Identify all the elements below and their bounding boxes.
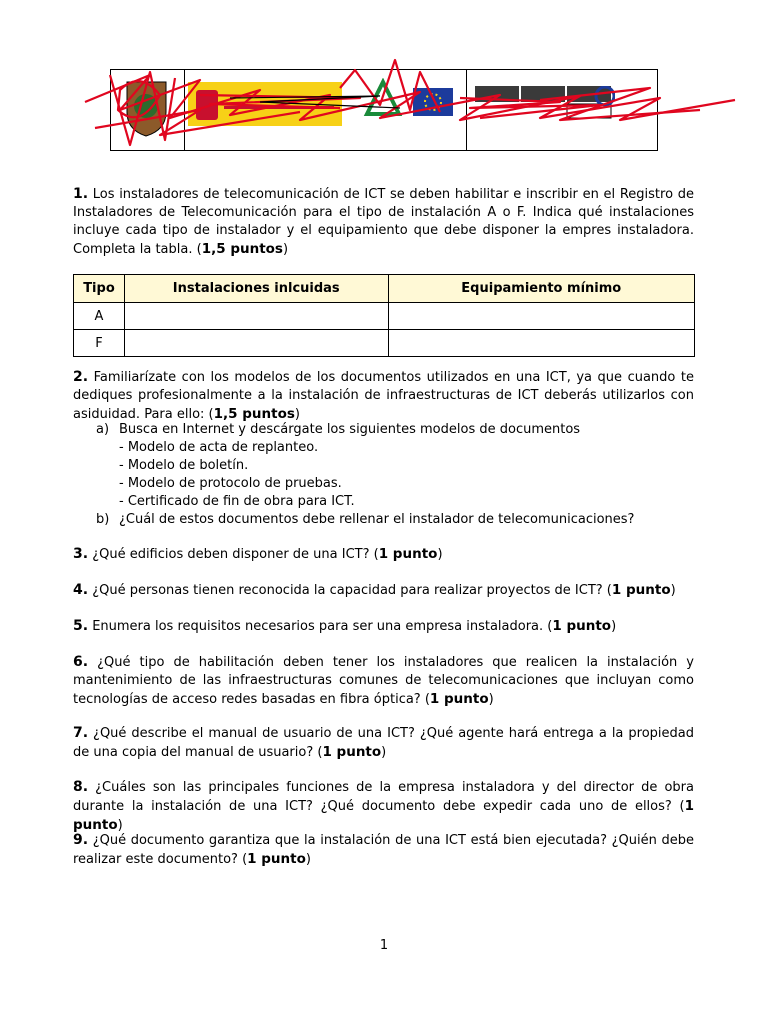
- list-marker: a): [96, 422, 110, 437]
- question-text: ¿Qué edificios deben disponer de una ICT? (: [88, 547, 379, 562]
- list-item: [96, 421, 696, 439]
- question-8: 8. ¿Cuáles son las principales funciones de la empresa instaladora y del director de obra durante la instalación de una ICT? ¿Qué documento debe expedir cada uno de ellos? (1 punto): [73, 779, 694, 833]
- sub-item: - Certificado de fin de obra para ICT.: [119, 494, 355, 509]
- gobierno-espana-logo: [188, 82, 342, 126]
- question-number: 5.: [73, 618, 89, 634]
- question-number: 6.: [73, 654, 89, 670]
- question-text: ¿Qué tipo de habilitación deben tener los instaladores que realicen la instalación y mantenimiento de las infraestructuras comunes de telecomunicaciones que incluyan como tecnologías de acceso redes basadas en fibra óptica? (: [73, 655, 694, 707]
- question-points: 1 punto: [429, 691, 489, 707]
- table-row: [74, 330, 695, 357]
- question-7: 7. ¿Qué describe el manual de usuario de una ICT? ¿Qué agente hará entrega a la propiedad de una copia del manual de usuario? (1 punto): [73, 725, 694, 760]
- question-9: 9. ¿Qué documento garantiza que la instalación de una ICT está bien ejecutada? ¿Quién debe realizar este documento? (1 punto): [73, 832, 694, 867]
- list-item: [96, 511, 696, 529]
- question-number: 9.: [73, 832, 89, 848]
- question-number: 8.: [73, 779, 89, 795]
- question-text: Enumera los requisitos necesarios para ser una empresa instaladora. (: [88, 619, 553, 634]
- question-4: 4. ¿Qué personas tienen reconocida la capacidad para realizar proyectos de ICT? (1 punto): [73, 582, 676, 598]
- question-3: 3. ¿Qué edificios deben disponer de una ICT? (1 punto): [73, 546, 443, 562]
- table-cell-equipamiento: [388, 303, 694, 330]
- question-number: 4.: [73, 582, 89, 598]
- question-number: 7.: [73, 725, 89, 741]
- question-points: 1 punto: [73, 798, 694, 833]
- question-text: Los instaladores de telecomunicación de ICT se deben habilitar e inscribir en el Registro de Instaladores de Telecomunicación para el tipo de instalación A o F. Indica qué instalaciones incluye cada tipo de instalador y el equipamiento que debe disponer la empres instaladora. Completa la tabla. (: [73, 187, 694, 257]
- sub-item: - Modelo de acta de replanteo.: [119, 440, 319, 455]
- table-cell-instalaciones: [124, 330, 388, 357]
- shield-logo: [119, 76, 174, 138]
- table-header-row: [74, 275, 695, 303]
- list-item-text: Busca en Internet y descárgate los siguientes modelos de documentos: [119, 422, 581, 437]
- aenor-logo: [475, 86, 615, 122]
- table-cell-instalaciones: [124, 303, 388, 330]
- question-points: 1 punto: [552, 618, 612, 634]
- question-points: 1 punto: [378, 546, 438, 562]
- list-marker: b): [96, 512, 110, 527]
- question-2: 2. Familiarízate con los modelos de los documentos utilizados en una ICT, ya que cuando te dediques profesionalmente a la instalación de infraestructuras de ICT deberás utilizarlos con asiduidad. Para ello: (1,5 puntos): [73, 369, 694, 422]
- question-points: 1 punto: [247, 851, 306, 867]
- header-logo-box: [110, 69, 658, 151]
- question-text: ¿Qué personas tienen reconocida la capacidad para realizar proyectos de ICT? (: [88, 583, 612, 598]
- list-item-text: ¿Cuál de estos documentos debe rellenar el instalador de telecomunicaciones?: [119, 512, 635, 527]
- question-2-list: [96, 421, 696, 529]
- question-points: 1 punto: [611, 582, 671, 598]
- table-cell-tipo: F: [74, 330, 125, 357]
- table-header-tipo: Tipo: [74, 275, 125, 303]
- table-header-equipamiento: Equipamiento mínimo: [388, 275, 694, 303]
- table-cell-equipamiento: [388, 330, 694, 357]
- sub-item: - Modelo de protocolo de pruebas.: [119, 476, 342, 491]
- table-header-instalaciones: Instalaciones inlcuidas: [124, 275, 388, 303]
- page-number: 1: [379, 938, 389, 953]
- question-1: 1. Los instaladores de telecomunicación de ICT se deben habilitar e inscribir en el Registro de Instaladores de Telecomunicación para el tipo de instalación A o F. Indica qué instalaciones incluye cada tipo de instalador y el equipamiento que debe disponer la empres instaladora. Completa la tabla. (1,5 puntos): [73, 186, 694, 257]
- table-row: [74, 303, 695, 330]
- question-text: ¿Qué documento garantiza que la instalación de una ICT está bien ejecutada? ¿Quién debe realizar este documento? (: [73, 833, 694, 867]
- question-points: 1 punto: [322, 744, 382, 760]
- question-5: 5. Enumera los requisitos necesarios para ser una empresa instaladora. (1 punto): [73, 618, 617, 634]
- question-points: 1,5 puntos: [201, 241, 283, 257]
- question-text: ¿Qué describe el manual de usuario de una ICT? ¿Qué agente hará entrega a la propiedad de una copia del manual de usuario? (: [73, 726, 694, 760]
- question-6: 6. ¿Qué tipo de habilitación deben tener los instaladores que realicen la instalación y mantenimiento de las infraestructuras comunes de telecomunicaciones que incluyan como tecnologías de acceso redes basadas en fibra óptica? (1 punto): [73, 654, 694, 707]
- question-text: Familiarízate con los modelos de los documentos utilizados en una ICT, ya que cuando te dediques profesionalmente a la instalación de infraestructuras de ICT deberás utilizarlos con asiduidad. Para ello: (: [73, 370, 694, 422]
- question-points: 1,5 puntos: [213, 406, 295, 422]
- question-number: 3.: [73, 546, 89, 562]
- sub-item: - Modelo de boletín.: [119, 458, 249, 473]
- andalucia-logo: [363, 78, 403, 118]
- question-number: 2.: [73, 369, 89, 385]
- table-cell-tipo: A: [74, 303, 125, 330]
- installer-table: [73, 274, 695, 357]
- question-text: ¿Cuáles son las principales funciones de la empresa instaladora y del director de obra durante la instalación de una ICT? ¿Qué documento debe expedir cada uno de ellos? (: [73, 780, 694, 814]
- question-number: 1.: [73, 186, 89, 202]
- eu-flag-logo: [413, 88, 453, 116]
